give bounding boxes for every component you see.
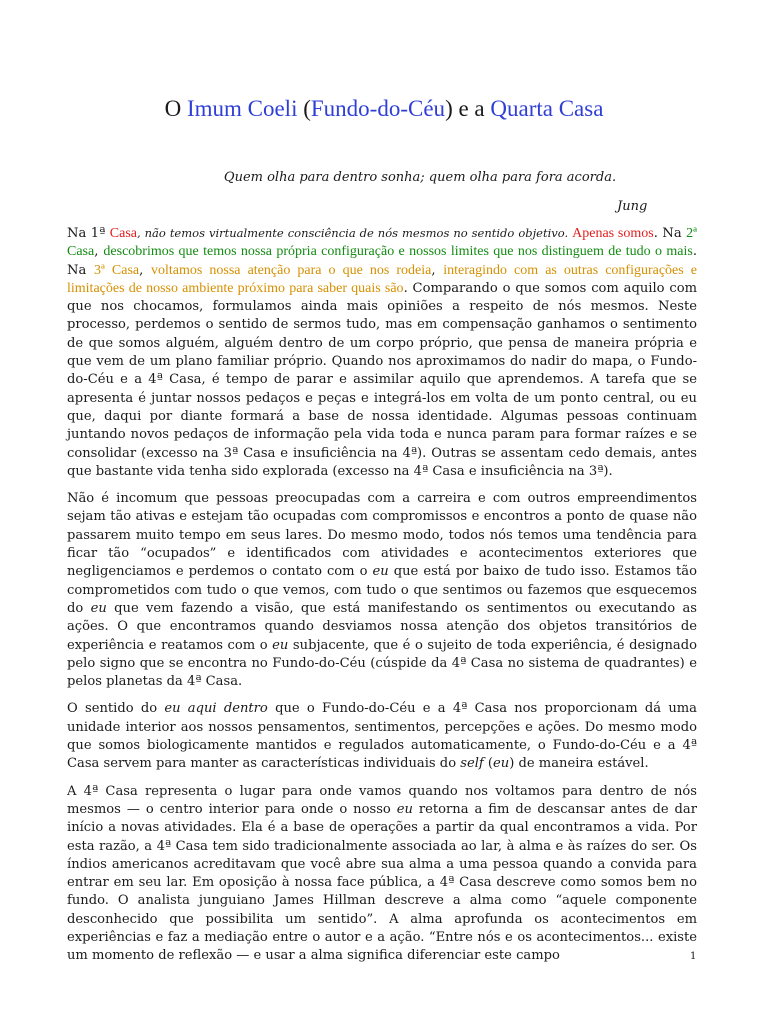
p3-text: que o Fundo-do-Céu e a 4ª Casa nos proporcionam dá uma unidade interior aos nossos pensamentos, sentimentos, percepções e ações. Do mesmo modo que somos biologicamente mantidos e regulados automaticamente, o Fundo-do-Céu e a 4ª Casa servem para manter as características individuais do <box>67 701 697 772</box>
p4-text: A 4ª Casa representa o lugar para onde vamos quando nos voltamos para dentro de nós mesmos — o centro interior para onde o nosso <box>67 783 697 817</box>
epigraph-quote: Quem olha para dentro sonha; quem olha para fora acorda. <box>223 170 617 185</box>
p3-eu-aqui-dentro: eu aqui dentro <box>164 701 268 717</box>
title-part-1: O <box>164 96 187 121</box>
p2-text: subjacente, que é o sujeito de toda experiência, é designado pelo signo que se encontra no Fundo-do-Céu (cúspide da 4ª Casa no sistema de quadrantes) e pelos planetas da 4ª Casa. <box>67 637 698 690</box>
p2-eu: eu <box>272 637 289 653</box>
page-number: 1 <box>690 951 697 962</box>
page-title <box>0 96 768 122</box>
p1-text: , <box>94 244 104 260</box>
paragraph-3 <box>67 700 697 773</box>
p2-eu: eu <box>90 600 107 616</box>
title-imum-coeli: Imum Coeli <box>186 96 298 121</box>
p1-italic-text: , não temos virtualmente consciência de nós mesmos no sentido objetivo. <box>137 226 573 240</box>
p3-self: self <box>460 756 484 772</box>
p1-casa-3: 3ª Casa <box>93 262 140 278</box>
p1-descobrimos: descobrimos que temos nossa própria configuração e nossos limites que nos distinguem de tudo o mais <box>103 244 693 260</box>
title-part-3: ) e a <box>445 96 491 121</box>
title-part-2: ( <box>297 96 311 121</box>
p1-text: Na 1ª <box>67 226 110 241</box>
p1-interagindo: interagindo com as outras configurações e limitações de nosso ambiente próximo para saber quais são <box>67 262 697 296</box>
document-body <box>67 224 697 975</box>
p4-text: descreve a alma como “aquele componente desconhecido que possibilita um sentido”. A alma aprofunda os acontecimentos em experiências e faz a mediação entre o autor e a ação. “Entre nós e os acontecimentos... existe um momento de reflexão — e usar a alma significa diferenciar este campo <box>67 893 697 964</box>
title-fundo-do-ceu: Fundo-do-Céu <box>310 96 446 121</box>
p2-text: que vem fazendo a visão, que está manifestando os sentimentos ou executando as ações. O que encontramos quando desviamos nossa atenção dos objetos transitórios de experiência e reatamos com o <box>67 600 697 653</box>
title-quarta-casa: Quarta Casa <box>490 96 604 121</box>
p1-text: . Na <box>67 244 698 278</box>
p4-james-hillman: James Hillman <box>273 893 376 909</box>
p1-voltamos: voltamos nossa atenção para o que nos rodeia <box>151 262 432 278</box>
p3-eu: eu <box>493 756 510 772</box>
p1-casa-2: 2ª Casa <box>67 226 698 260</box>
p1-casa-1: Casa <box>109 226 138 241</box>
p1-text: . Na <box>653 226 687 241</box>
p1-text: , <box>139 262 152 278</box>
p4-eu: eu <box>396 801 413 817</box>
epigraph-author: Jung <box>617 199 648 214</box>
p2-text: Não é incomum que pessoas preocupadas com a carreira e com outros empreendimentos sejam tão ativas e estejam tão ocupadas com compromissos e encontros a ponto de quase não passarem muito tempo em seus lares. Do mesmo modo, todos nós temos uma tendência para ficar tão “ocupados” e identificados com atividades e acontecimentos exteriores que negligenciamos e perdemos o contato com o <box>67 491 697 580</box>
paragraph-1 <box>67 224 697 481</box>
p4-text: retorna a fim de descansar antes de dar início a novas atividades. Ela é a base de operações a partir da qual encontramos a vida. Por esta razão, a 4ª Casa tem sido tradicionalmente associada ao lar, à alma e às raízes do ser. Os índios americanos acreditavam que você abre sua alma a uma pessoa quando a convida para entrar em seu lar. Em oposição à nossa face pública, a 4ª Casa descreve como somos bem no fundo. O analista junguiano <box>67 801 697 909</box>
p1-text: . Comparando o que somos com aquilo com que nos chocamos, formulamos ainda mais opiniões a respeito de nós mesmos. Neste processo, perdemos o sentido de sermos tudo, mas em compensação ganhamos o sentimento de que somos alguém, alguém dentro de um corpo próprio, que pensa de maneira própria e que vem de um plano familiar próprio. Quando nos aproximamos do nadir do mapa, o Fundo-do-Céu e a 4ª Casa, é tempo de parar e assimilar aquilo que aprendemos. A tarefa que se apresenta é juntar nossos pedaços e peças e integrá-los em volta de um ponto central, ou eu que, daqui por diante formará a base de nossa identidade. Algumas pessoas continuam juntando novos pedaços de informação pela vida toda e nunca param para formar raízes e se consolidar (excesso na 3ª Casa e insuficiência na 4ª). Outras se assentam cedo demais, antes que bastante vida tenha sido explorada (excesso na 4ª Casa e insuficiência na 3ª). <box>67 280 697 479</box>
p2-text: que está por baixo de tudo isso. Estamos tão comprometidos com tudo o que vemos, com tudo o que sentimos ou fazemos que esquecemos do <box>67 564 697 616</box>
p3-text: O sentido do <box>67 701 165 717</box>
p2-eu: eu <box>372 564 389 580</box>
paragraph-4 <box>67 783 697 966</box>
p1-apenas-somos: Apenas somos <box>572 226 654 241</box>
paragraph-2 <box>67 490 697 691</box>
p3-text: ( <box>483 756 494 772</box>
p3-text: ) de maneira estável. <box>509 756 649 772</box>
p1-text: , <box>431 262 444 278</box>
